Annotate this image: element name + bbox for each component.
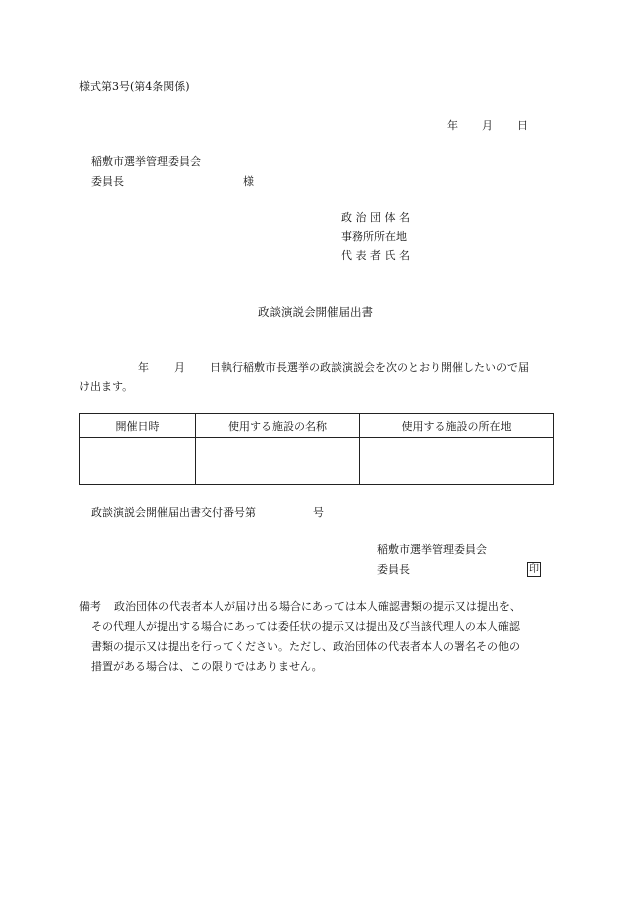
issue-number-suffix: 号 xyxy=(313,506,324,519)
remarks-line4: 措置がある場合は、この限りではありません。 xyxy=(91,660,323,673)
table-header-facility-name: 使用する施設の名称 xyxy=(196,414,360,438)
form-number-label: 様式第3号(第4条関係) xyxy=(79,80,190,93)
applicant-office-address-label: 事務所所在地 xyxy=(341,230,407,243)
remarks-line1: 政治団体の代表者本人が届け出る場合にあっては本人確認書類の提示又は提出を、 xyxy=(114,600,521,613)
event-table xyxy=(79,413,554,485)
addressee-chair: 委員長 xyxy=(91,175,124,188)
remarks-line2: その代理人が提出する場合にあっては委任状の提示又は提出及び当該代理人の本人確認 xyxy=(91,620,520,633)
addressee-honorific: 様 xyxy=(243,175,254,188)
table-row xyxy=(80,438,554,485)
remarks-line3: 書類の提示又は提出を行ってください。ただし、政治団体の代表者本人の署名その他の xyxy=(91,640,520,653)
issuer-chair: 委員長 xyxy=(377,563,410,576)
table-header-facility-address: 使用する施設の所在地 xyxy=(360,414,554,438)
table-header-datetime: 開催日時 xyxy=(80,414,196,438)
date-day: 日 xyxy=(517,119,528,132)
table-cell-facility-address[interactable] xyxy=(360,438,554,485)
issuer-seal-icon xyxy=(527,562,541,577)
table-cell-facility-name[interactable] xyxy=(196,438,360,485)
date-month: 月 xyxy=(482,119,493,132)
seal-mark: 印 xyxy=(529,564,539,575)
body-text-line1: 日執行稲敷市長選挙の政談演説会を次のとおり開催したいので届 xyxy=(210,361,529,374)
body-month: 月 xyxy=(174,361,185,374)
applicant-representative-label: 代 表 者 氏 名 xyxy=(341,249,410,262)
table-cell-datetime[interactable] xyxy=(80,438,196,485)
date-year: 年 xyxy=(447,119,458,132)
issuer-committee: 稲敷市選挙管理委員会 xyxy=(377,543,487,556)
issue-number-label: 政談演説会開催届出書交付番号第 xyxy=(91,506,256,519)
body-text-line2: け出ます。 xyxy=(79,380,134,393)
body-year: 年 xyxy=(138,361,149,374)
remarks-label: 備考 xyxy=(79,600,101,613)
addressee-committee: 稲敷市選挙管理委員会 xyxy=(91,155,201,168)
table-header-row xyxy=(80,414,554,438)
applicant-group-name-label: 政 治 団 体 名 xyxy=(341,211,410,224)
document-title: 政談演説会開催届出書 xyxy=(258,305,373,319)
